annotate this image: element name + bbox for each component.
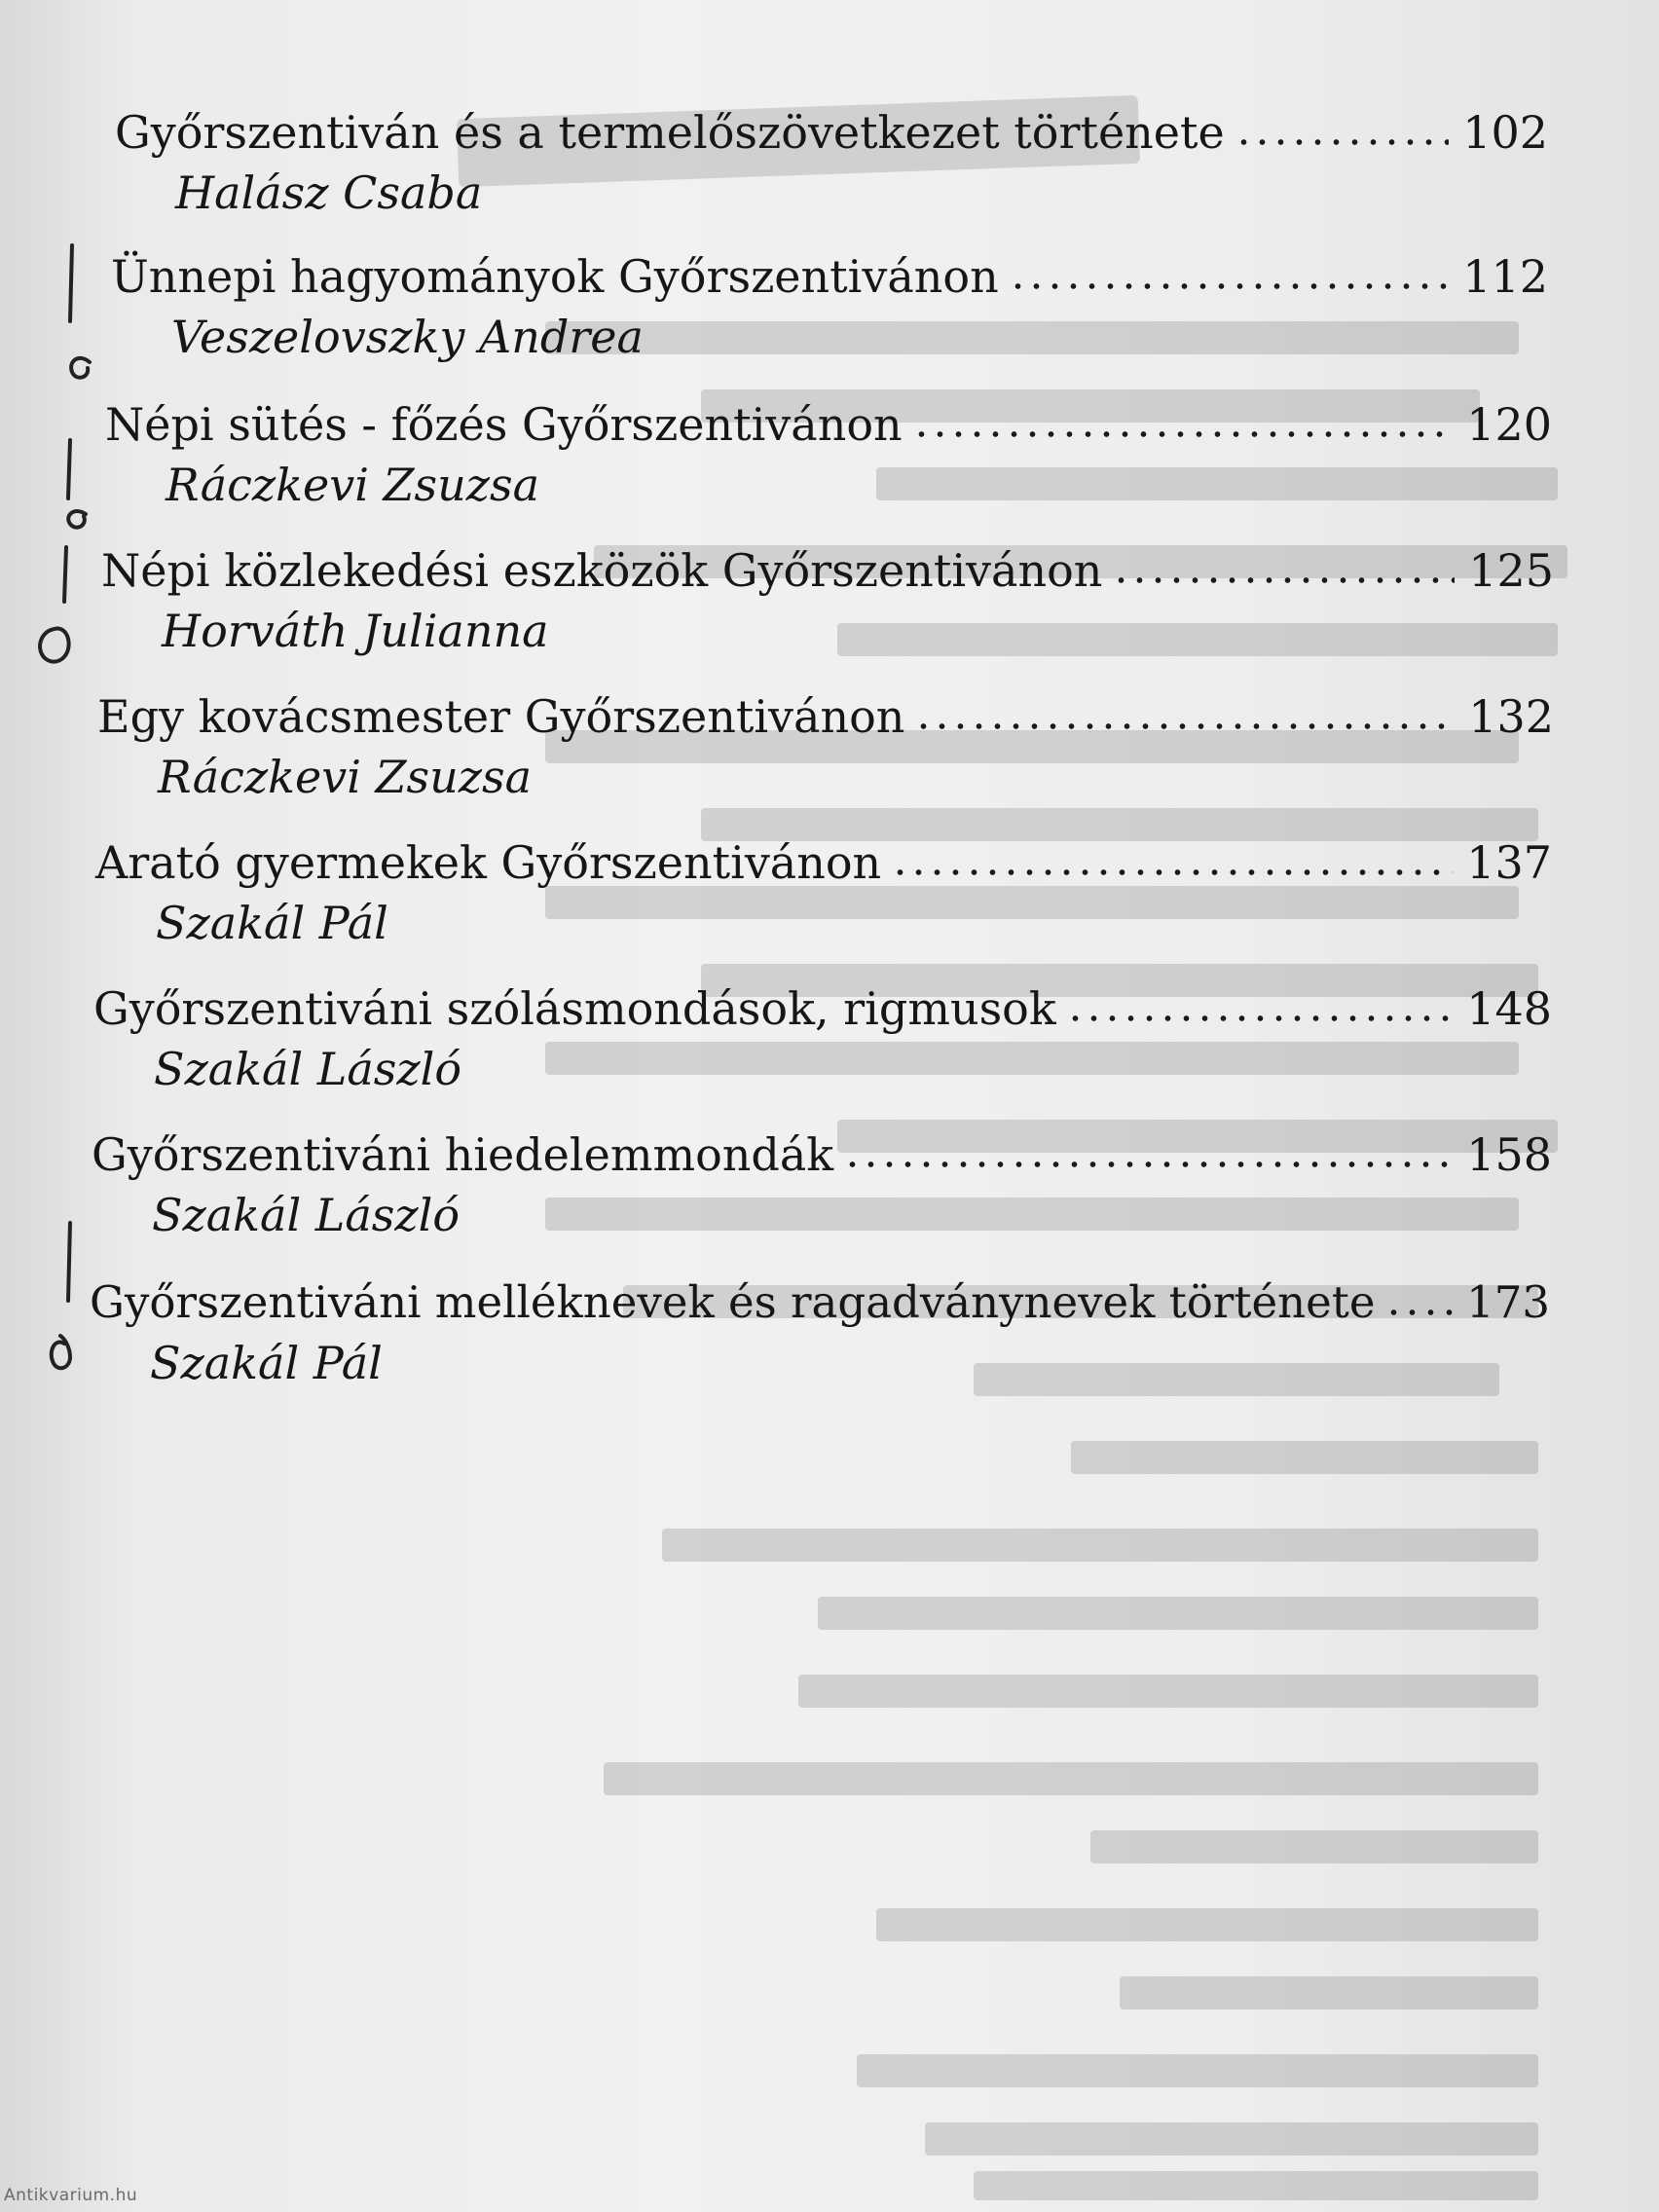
toc-entry-page: 132 [1468,690,1554,743]
toc-entry-title: Arató gyermekek Győrszentivánon [95,836,882,889]
dot-leader [912,428,1454,440]
toc-entry-title: Győrszentiváni szólásmondások, rigmusok [93,982,1056,1035]
toc-entry [105,389,1552,511]
toc-entry-line [105,389,1552,452]
toc-entry-author: Halász Csaba [175,166,483,219]
toc-entry-author: Szakál László [154,1043,462,1095]
dot-leader [843,1159,1453,1170]
toc-entry-line [97,682,1554,744]
toc-entry [115,97,1548,219]
toc-entry-author: Horváth Julianna [162,605,549,657]
toc-entry-page: 112 [1462,250,1548,303]
dot-leader [1112,574,1455,586]
dot-leader [1235,136,1449,148]
toc-entry-line [95,828,1552,890]
toc-entry-line [115,97,1548,160]
toc-entry-page: 102 [1462,106,1548,159]
toc-entry-line [101,535,1554,598]
toc-entry [92,1120,1552,1241]
toc-entry-title: Népi sütés - főzés Győrszentivánon [105,398,903,451]
dot-leader [914,720,1455,732]
toc-entry-line [111,241,1548,304]
toc-entry [95,828,1552,949]
toc-entry-line [92,1120,1552,1182]
dot-leader [891,866,1453,878]
toc-entry-line [90,1268,1550,1330]
toc-entry [90,1268,1550,1389]
toc-entry [93,974,1552,1095]
dot-leader [1009,280,1449,292]
toc-entry [101,535,1554,657]
toc-entry-page: 158 [1466,1128,1552,1181]
toc-entry-page: 137 [1466,836,1552,889]
toc-entry-author: Veszelovszky Andrea [171,311,644,363]
toc-entry-title: Győrszentiváni hiedelemmondák [92,1128,834,1181]
toc-entry-title: Ünnepi hagyományok Győrszentivánon [111,250,999,303]
toc-entry-author: Szakál László [152,1189,461,1241]
toc-entry-title: Egy kovácsmester Győrszentivánon [97,690,905,743]
dot-leader [1384,1307,1453,1318]
toc-entry-author: Ráczkevi Zsuzsa [166,459,539,511]
toc-entry-page: 148 [1466,982,1552,1035]
toc-entry-author: Szakál Pál [156,897,388,949]
toc-entry-page: 120 [1466,398,1552,451]
toc-entry-author: Szakál Pál [150,1337,383,1389]
watermark: Antikvarium.hu [4,2186,138,2205]
toc-entry-title: Győrszentiváni melléknevek és ragadványnevek története [90,1276,1376,1328]
toc-entry-title: Népi közlekedési eszközök Győrszentivánon [101,544,1103,597]
toc-entry [111,241,1548,363]
toc-entry-author: Ráczkevi Zsuzsa [158,751,532,803]
toc-entry-title: Győrszentiván és a termelőszövetkezet története [115,106,1225,159]
toc-entry-page: 125 [1468,544,1554,597]
dot-leader [1066,1013,1453,1024]
toc-entry [97,682,1554,803]
toc-entry-page: 173 [1466,1276,1550,1328]
toc-entry-line [93,974,1552,1036]
